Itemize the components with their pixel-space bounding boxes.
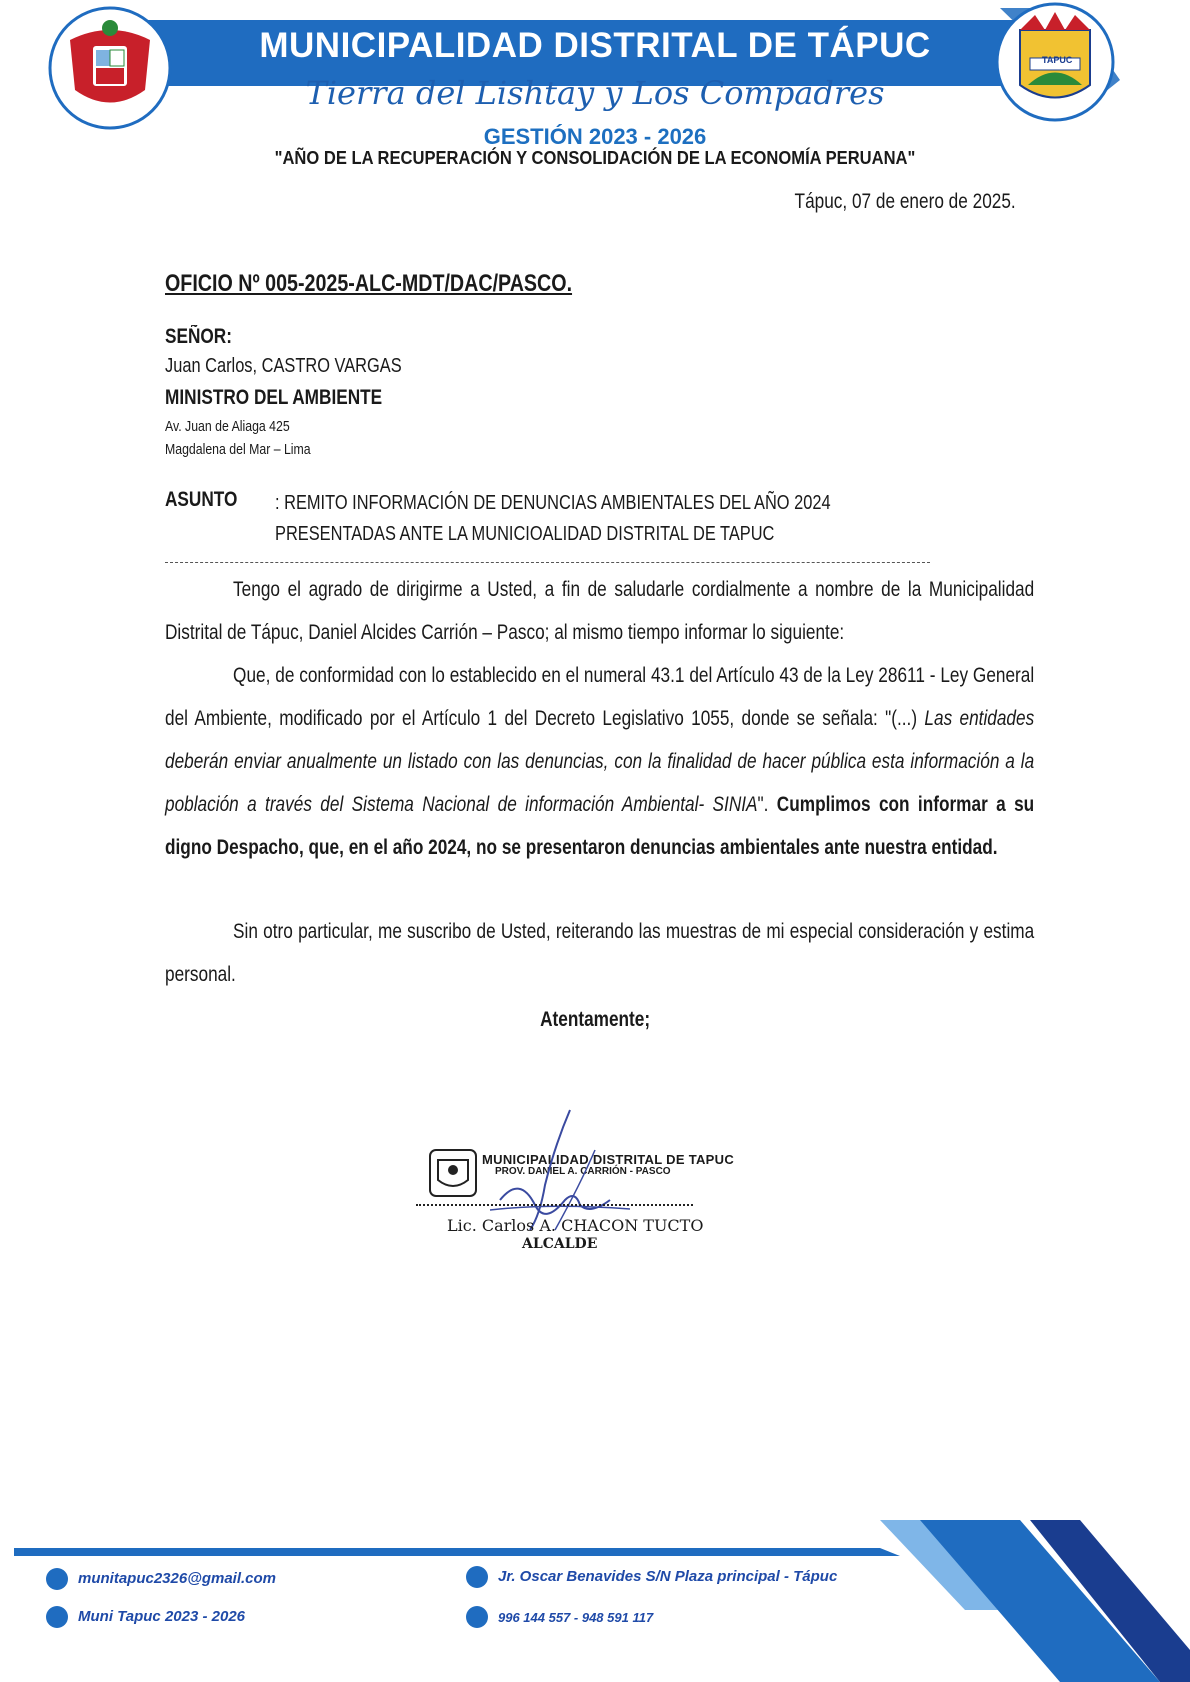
footer-decoration — [0, 1500, 1190, 1682]
recipient-name: Juan Carlos, CASTRO VARGAS — [165, 355, 402, 377]
signatory-name: Lic. Carlos A. CHACON TUCTO — [447, 1216, 704, 1235]
footer-phones: 996 144 557 - 948 591 117 — [498, 1610, 654, 1625]
seal-text-line1: MUNICIPALIDAD DISTRITAL DE TAPUC — [482, 1152, 735, 1167]
salutation: SEÑOR: — [165, 325, 232, 348]
footer-facebook[interactable]: Muni Tapuc 2023 - 2026 — [78, 1608, 246, 1625]
footer-address: Jr. Oscar Benavides S/N Plaza principal - Tápuc — [498, 1568, 838, 1585]
recipient-address-line1: Av. Juan de Aliaga 425 — [165, 418, 290, 435]
asunto-text: : REMITO INFORMACIÓN DE DENUNCIAS AMBIENTALES DEL AÑO 2024 PRESENTADAS ANTE LA MUNICIOALIDAD DISTRITAL DE TAPUC — [275, 492, 831, 545]
recipient-title: MINISTRO DEL AMBIENTE — [165, 386, 383, 409]
header-banner — [0, 0, 1190, 135]
body-paragraph-2: Que, de conformidad con lo establecido en el numeral 43.1 del Artículo 43 de la Ley 28611 - Ley General del Ambiente, modificado por el Artículo 1 del Decreto Legislativo 1055, donde se señala: "(...) Las entidades deberán enviar anualmente un listado con las denuncias, con la finalidad de hacer pública esta información a la población a través del Sistema Nacional de información Ambiental- SINIA". Cumplimos con informar a su digno Despacho, que, en el año 2024, no se presentaron denuncias ambientales ante nuestra entidad. — [165, 664, 1035, 859]
body-paragraph-1: Tengo el agrado de dirigirme a Usted, a fin de saludarle cordialmente a nombre de la Municipalidad Distrital de Tápuc, Daniel Alcides Carrión – Pasco; al mismo tiempo informar lo siguiente: — [165, 578, 1035, 644]
asunto-label: ASUNTO — [165, 488, 238, 511]
telegram-icon — [46, 1568, 68, 1590]
header-title: MUNICIPALIDAD DISTRITAL DE TÁPUC — [259, 26, 931, 65]
recipient-address-line2: Magdalena del Mar – Lima — [165, 441, 311, 458]
location-pin-icon — [466, 1566, 488, 1588]
year-motto: "AÑO DE LA RECUPERACIÓN Y CONSOLIDACIÓN DE LA ECONOMÍA PERUANA" — [274, 148, 916, 168]
header-gestion: GESTIÓN 2023 - 2026 — [483, 124, 707, 149]
seal-text-line2: PROV. DANIEL A. CARRIÓN - PASCO — [495, 1166, 671, 1177]
facebook-icon — [46, 1606, 68, 1628]
closing: Atentamente; — [539, 1008, 651, 1031]
oficio-number: OFICIO Nº 005-2025-ALC-MDT/DAC/PASCO. — [165, 270, 573, 297]
separator-line — [165, 562, 930, 563]
footer-email[interactable]: munitapuc2326@gmail.com — [78, 1570, 277, 1587]
signatory-role: ALCALDE — [522, 1236, 598, 1252]
body-paragraph-3: Sin otro particular, me suscribo de Usted, reiterando las muestras de mi especial consideración y estima personal. — [165, 920, 1035, 986]
header-slogan: Tierra del Lishtay y Los Compadres — [305, 74, 885, 112]
phone-icon — [466, 1606, 488, 1628]
document-date: Tápuc, 07 de enero de 2025. — [794, 190, 1016, 213]
signature-line — [416, 1204, 693, 1206]
